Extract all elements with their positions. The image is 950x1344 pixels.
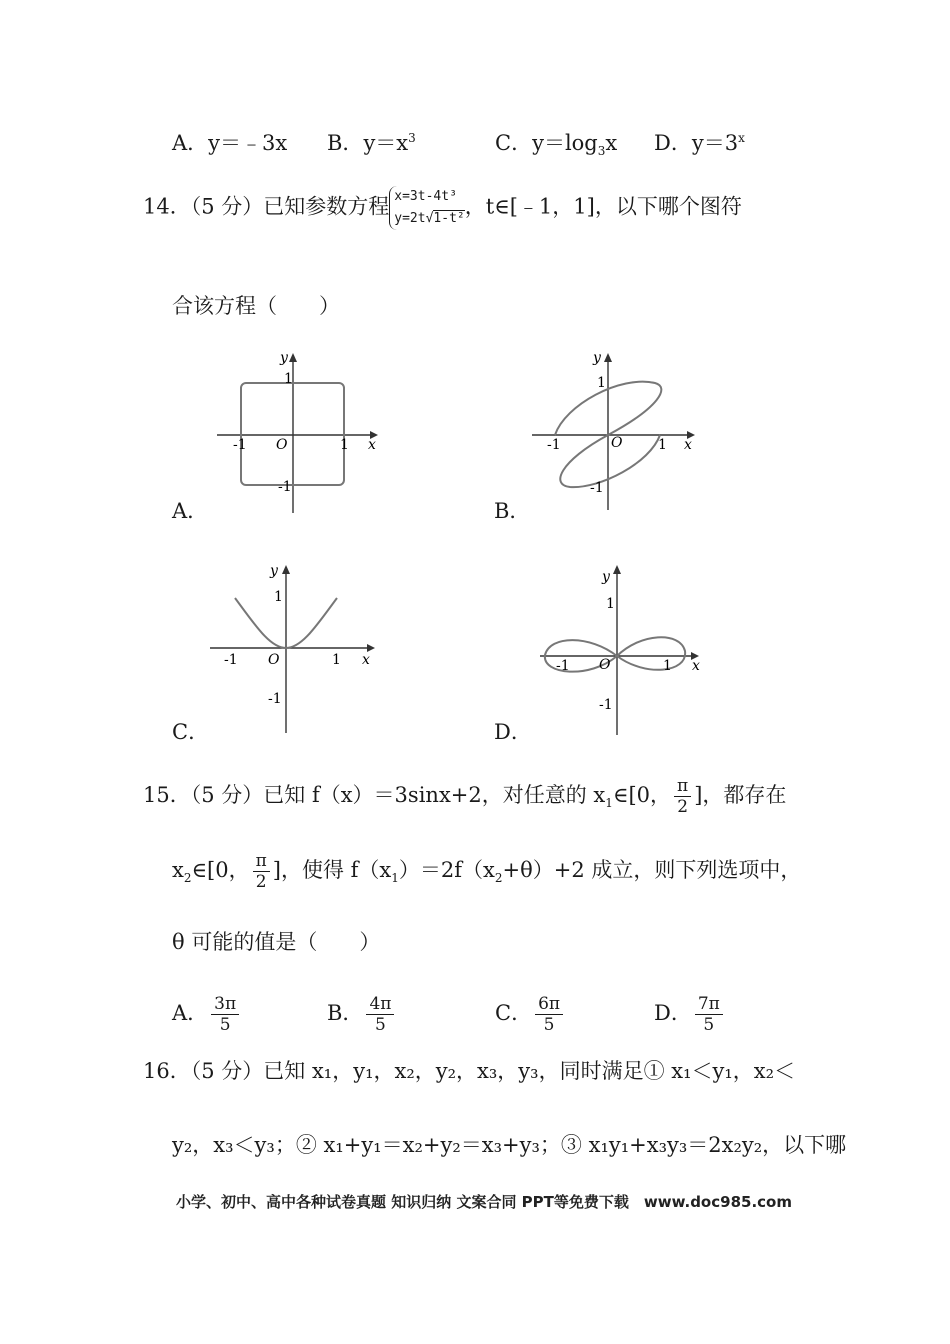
q15-stem-line2: $x_2\in[0$， $\frac{\pi}{2}$ ]，使得 $f(x_1)=2f(x_2+\theta)+2$ 成立，则下列选项中， [172,851,802,892]
svg-text:1: 1 [663,658,672,674]
q14-number: 14． [143,194,191,219]
svg-text:-1: -1 [547,437,561,453]
q15-stem-line1: 15．（5 分）已知 f（x）＝3sinx+2，对任意的 $x_1\in[0$， $\frac{\pi}{2}$ ]，都存在 [143,776,787,817]
svg-text:-1: -1 [278,479,292,495]
svg-text:1: 1 [606,596,615,612]
q13-option-d: D．$y=3^x$ [654,131,745,155]
q14-stem-line2: 合该方程（ ） [172,294,340,318]
fraction-pi-over-2: $\frac{\pi}{2}$ [253,851,270,892]
svg-text:-1: -1 [224,652,238,668]
q15-option-c: C． $\frac{6\pi}{5}$ [495,994,566,1035]
q13-option-c: C．$y=\log_3x$ [495,131,618,159]
svg-text:y: y [593,350,601,366]
q13-options [172,130,792,159]
q15-options [172,985,792,1035]
q14-label-b: B． [494,499,531,523]
svg-text:1: 1 [340,437,349,453]
svg-text:x: x [684,437,692,453]
q16-stem-line2: y₂，x₃＜y₃；② x₁+y₁＝x₂+y₂＝x₃+y₃；③ x₁y₁+x₃y₃＝2x₂y₂，以下哪 [172,1133,847,1157]
q14-parametric-system: x=3t-4t³ y=2t√1-t² [389,186,464,230]
q15-number: 15． [143,783,191,807]
svg-text:O: O [268,652,280,668]
q13-option-a: A．y＝﹣3x [172,131,288,155]
svg-text:1: 1 [332,652,341,668]
q16-stem-line1: 16．（5 分）已知 x₁，y₁，x₂，y₂，x₃，y₃，同时满足① x₁＜y₁，x₂＜ [143,1059,796,1083]
svg-text:O: O [599,657,611,673]
svg-text:1: 1 [284,371,293,387]
svg-text:-1: -1 [556,658,570,674]
svg-text:-1: -1 [268,691,282,707]
svg-text:y: y [602,569,610,585]
svg-text:1: 1 [274,589,283,605]
q15-option-a: A． $\frac{3\pi}{5}$ [172,994,242,1035]
svg-text:y: y [270,563,278,579]
svg-text:x: x [362,652,370,668]
q14-graph-a [200,345,390,520]
svg-text:O: O [276,437,288,453]
q15-stem-line3: θ 可能的值是（ ） [172,930,381,954]
svg-text:-1: -1 [599,697,613,713]
q14-label-c: C． [172,720,210,744]
q16-number: 16． [143,1059,191,1083]
fraction-pi-over-2: $\frac{\pi}{2}$ [674,776,691,817]
q14-graph-d [520,555,710,740]
q14-label-d: D． [494,720,532,744]
q14-stem-line1: 14．（5 分）已知参数方程 x=3t-4t³ y=2t√1-t² ，t∈[﹣1，1]，以下哪个图符 [143,186,742,230]
q14-label-a: A． [172,499,209,523]
q15-option-d: D． $\frac{7\pi}{5}$ [654,994,726,1035]
svg-text:-1: -1 [590,480,604,496]
svg-text:x: x [368,437,376,453]
svg-text:y: y [280,350,288,366]
page-footer: 小学、初中、高中各种试卷真题 知识归纳 文案合同 PPT等免费下载 www.doc985.com [176,1193,792,1211]
svg-text:1: 1 [658,437,667,453]
q14-graph-c [200,555,390,740]
svg-text:O: O [611,435,623,451]
q15-option-b: B． $\frac{4\pi}{5}$ [327,994,397,1035]
svg-text:-1: -1 [233,437,247,453]
q14-graph-b [520,345,710,520]
svg-text:1: 1 [597,375,606,391]
svg-text:x: x [692,658,700,674]
q13-option-b: B．$y=x^3$ [327,131,416,155]
